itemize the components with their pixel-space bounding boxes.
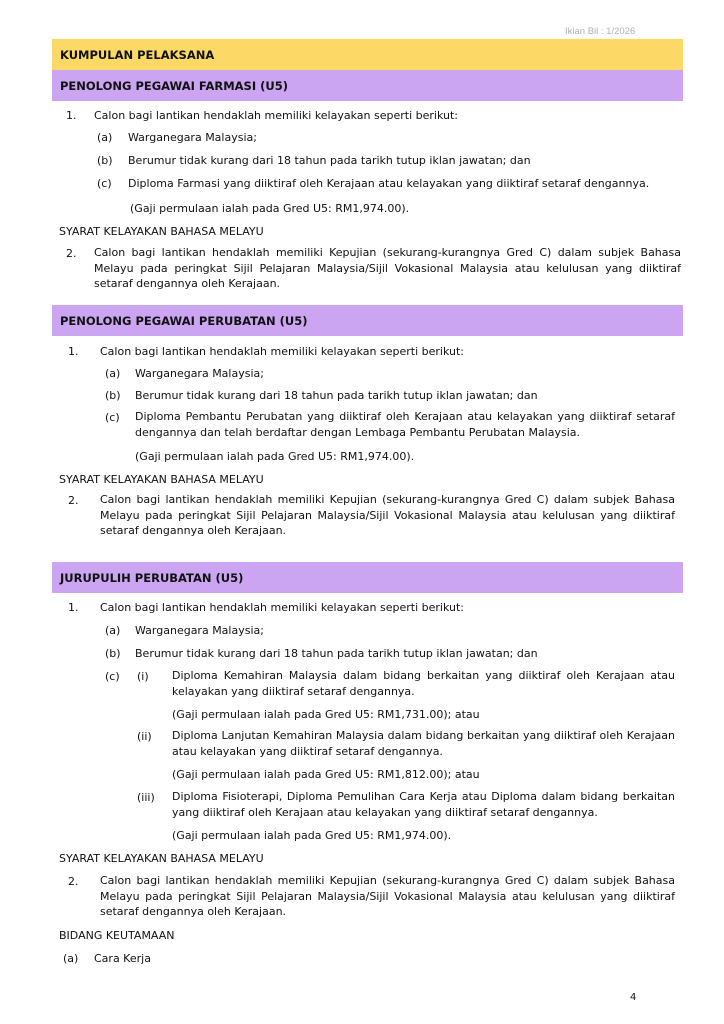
language-heading: SYARAT KELAYAKAN BAHASA MELAYU: [59, 852, 264, 865]
sub-label: (b): [105, 389, 121, 402]
sub-text: Berumur tidak kurang dari 18 tahun pada tarikh tutup iklan jawatan; dan: [128, 154, 531, 167]
roman-label: (iii): [137, 791, 155, 804]
salary-note: (Gaji permulaan ialah pada Gred U5: RM1,974.00).: [135, 450, 415, 463]
sub-text: Diploma Lanjutan Kemahiran Malaysia dalam bidang berkaitan yang diiktiraf oleh Kerajaan atau kelayakan yang diiktiraf setaraf dengannya.: [172, 729, 675, 758]
sub-text: Diploma Kemahiran Malaysia dalam bidang berkaitan yang diiktiraf oleh Kerajaan atau kelayakan yang diiktiraf setaraf dengannya.: [172, 669, 675, 698]
sub-label: (c): [97, 177, 112, 190]
language-requirement: Calon bagi lantikan hendaklah memiliki Kepujian (sekurang-kurangnya Gred C) dalam subjek Bahasa Melayu pada peringkat Sijil Pelajaran Malaysia/Sijil Vokasional Malaysia atau kelulusan yang diiktiraf setaraf dengannya oleh Kerajaan.: [100, 874, 675, 918]
sub-text: Diploma Farmasi yang diiktiraf oleh Kerajaan atau kelayakan yang diiktiraf setaraf dengannya.: [128, 177, 650, 190]
item-number: 2.: [66, 247, 77, 260]
sub-label: (c): [105, 411, 120, 424]
item-number: 1.: [66, 109, 77, 122]
page-number: 4: [630, 992, 637, 1003]
section-title-bar: [52, 305, 683, 336]
priority-item: Cara Kerja: [94, 952, 151, 965]
sub-text: Warganegara Malaysia;: [128, 131, 257, 144]
sub-label: (a): [63, 952, 79, 965]
item-intro: Calon bagi lantikan hendaklah memiliki kelayakan seperti berikut:: [100, 345, 464, 358]
sub-text: Berumur tidak kurang dari 18 tahun pada tarikh tutup iklan jawatan; dan: [135, 647, 538, 660]
salary-note: (Gaji permulaan ialah pada Gred U5: RM1,974.00).: [130, 202, 410, 215]
roman-label: (i): [137, 670, 149, 683]
sub-label: (a): [105, 624, 121, 637]
sub-label: (b): [105, 647, 121, 660]
sub-text: Warganegara Malaysia;: [135, 624, 264, 637]
section-title: JURUPULIH PERUBATAN (U5): [60, 571, 244, 585]
sub-text: Diploma Fisioterapi, Diploma Pemulihan Cara Kerja atau Diploma dalam bidang berkaitan yang diiktiraf oleh Kerajaan atau kelayakan yang diiktiraf setaraf dengannya.: [172, 790, 675, 819]
language-heading: SYARAT KELAYAKAN BAHASA MELAYU: [59, 225, 264, 238]
salary-note: (Gaji permulaan ialah pada Gred U5: RM1,974.00).: [172, 829, 452, 842]
sub-label: (c): [105, 670, 120, 683]
item-intro: Calon bagi lantikan hendaklah memiliki kelayakan seperti berikut:: [94, 109, 458, 122]
sub-label: (b): [97, 154, 113, 167]
priority-heading: BIDANG KEUTAMAAN: [59, 929, 175, 942]
item-number: 2.: [68, 494, 79, 507]
advert-reference: Iklan Bil : 1/2026: [565, 26, 636, 37]
item-number: 1.: [68, 601, 79, 614]
sub-text: Warganegara Malaysia;: [135, 367, 264, 380]
language-requirement: Calon bagi lantikan hendaklah memiliki Kepujian (sekurang-kurangnya Gred C) dalam subjek Bahasa Melayu pada peringkat Sijil Pelajaran Malaysia/Sijil Vokasional Malaysia atau kelulusan yang diiktiraf setaraf dengannya oleh Kerajaan.: [94, 246, 681, 290]
sub-label: (a): [105, 367, 121, 380]
section-title-bar: [52, 562, 683, 593]
sub-text: Berumur tidak kurang dari 18 tahun pada tarikh tutup iklan jawatan; dan: [135, 389, 538, 402]
roman-label: (ii): [137, 730, 152, 743]
language-requirement: Calon bagi lantikan hendaklah memiliki Kepujian (sekurang-kurangnya Gred C) dalam subjek Bahasa Melayu pada peringkat Sijil Pelajaran Malaysia/Sijil Vokasional Malaysia atau kelulusan yang diiktiraf setaraf dengannya oleh Kerajaan.: [100, 493, 675, 537]
item-number: 2.: [68, 875, 79, 888]
salary-note: (Gaji permulaan ialah pada Gred U5: RM1,731.00); atau: [172, 708, 480, 721]
section-title-bar: [52, 70, 683, 101]
language-heading: SYARAT KELAYAKAN BAHASA MELAYU: [59, 473, 264, 486]
sub-label: (a): [97, 131, 113, 144]
sub-text: Diploma Pembantu Perubatan yang diiktiraf oleh Kerajaan atau kelayakan yang diiktiraf setaraf dengannya dan telah berdaftar dengan Lembaga Pembantu Perubatan Malaysia.: [135, 410, 675, 439]
item-intro: Calon bagi lantikan hendaklah memiliki kelayakan seperti berikut:: [100, 601, 464, 614]
salary-note: (Gaji permulaan ialah pada Gred U5: RM1,812.00); atau: [172, 768, 480, 781]
section-title: PENOLONG PEGAWAI PERUBATAN (U5): [60, 314, 308, 328]
item-number: 1.: [68, 345, 79, 358]
section-title: PENOLONG PEGAWAI FARMASI (U5): [60, 79, 288, 93]
group-title: KUMPULAN PELAKSANA: [60, 48, 215, 62]
group-title-bar: [52, 39, 683, 70]
